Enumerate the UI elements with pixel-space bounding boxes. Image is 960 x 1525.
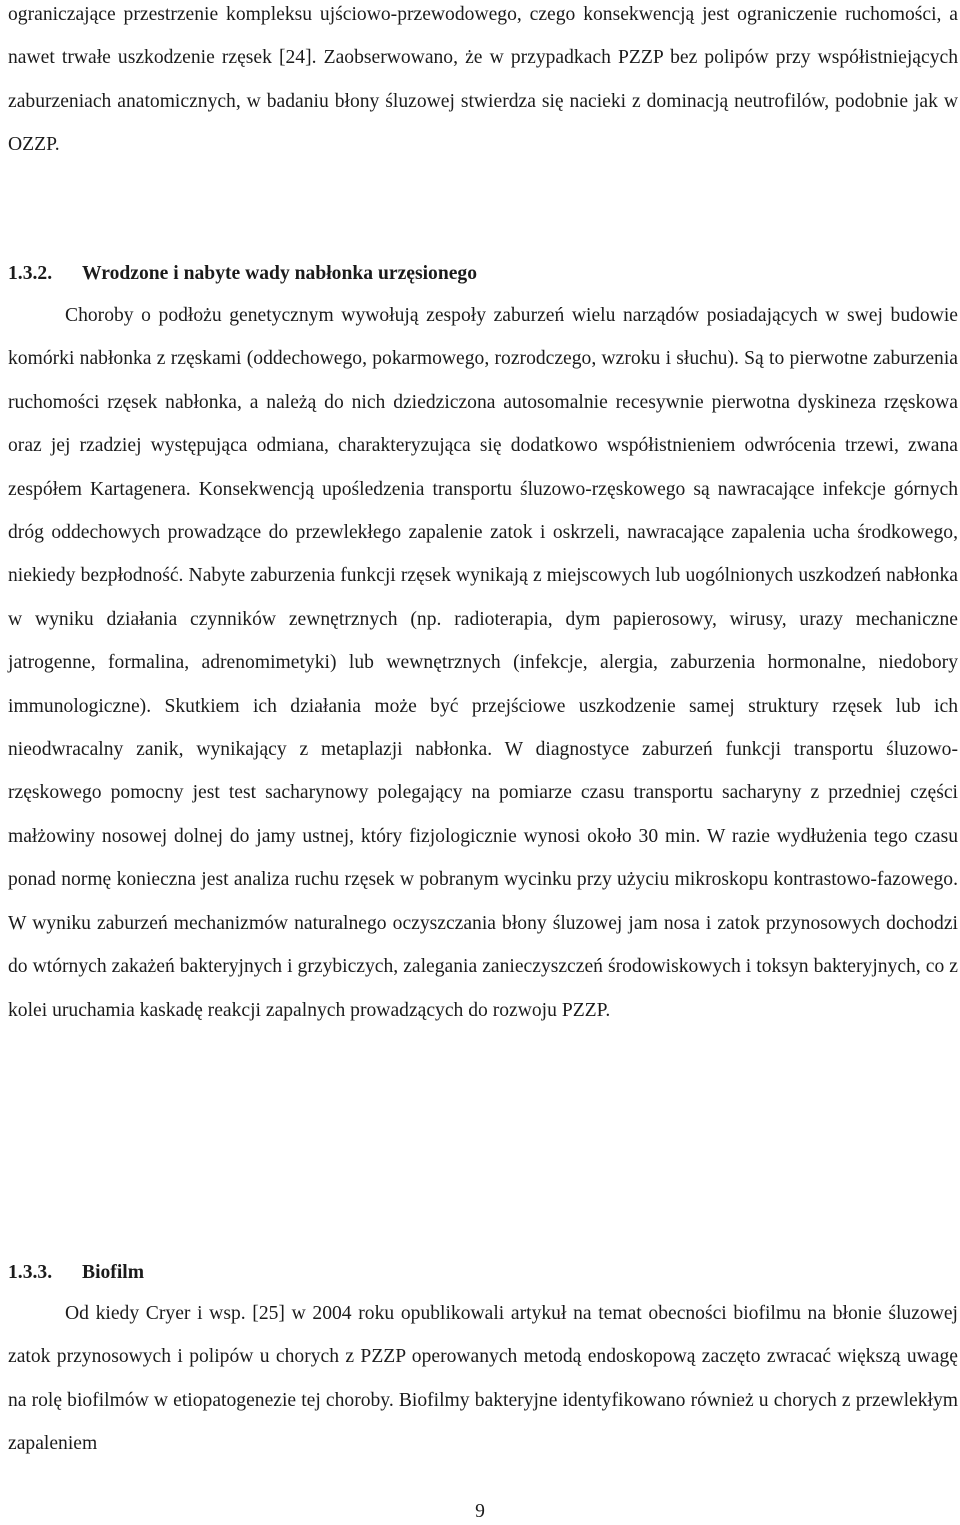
section-heading-1-3-2 — [8, 261, 477, 287]
section-number: 1.3.3. — [8, 1262, 53, 1283]
section-title: Biofilm — [82, 1262, 145, 1283]
paragraph-biofilm: Od kiedy Cryer i wsp. [25] w 2004 roku opublikowali artykuł na temat obecności biofilmu na błonie śluzowej zatok przynosowych i polipów u chorych z PZZP operowanych metodą endoskopową zaczęto zwracać większą uwagę na rolę biofilmów w etiopatogenezie tej choroby. Biofilmy bakteryjne identyfikowano również u chorych z przewlekłym zapaleniem — [8, 1303, 958, 1455]
section-number: 1.3.2. — [8, 263, 53, 284]
section-heading-1-3-3 — [8, 1260, 144, 1286]
page-number: 9 — [475, 1501, 485, 1522]
section-title: Wrodzone i nabyte wady nabłonka urzęsionego — [82, 263, 478, 284]
paragraph-continuation: ograniczające przestrzenie kompleksu ujściowo-przewodowego, czego konsekwencją jest ograniczenie ruchomości, a nawet trwałe uszkodzenie rzęsek [24]. Zaobserwowano, że w przypadkach PZZP bez polipów przy współistniejących zaburzeniach anatomicznych, w badaniu błony śluzowej stwierdza się nacieki z dominacją neutrofilów, podobnie jak w OZZP. — [8, 4, 958, 156]
paragraph-ciliary-defects: Choroby o podłożu genetycznym wywołują zespoły zaburzeń wielu narządów posiadających w swej budowie komórki nabłonka z rzęskami (oddechowego, pokarmowego, rozrodczego, wzroku i słuchu). Są to pierwotne zaburzenia ruchomości rzęsek nabłonka, a należą do nich dziedziczona autosomalnie recesywnie pierwotna dyskineza rzęskowa oraz jej rzadziej występująca odmiana, charakteryzująca się dodatkowo współistnieniem odwrócenia trzewi, zwana zespółem Kartagenera. Konsekwencją upośledzenia transportu śluzowo-rzęskowego są nawracające infekcje górnych dróg oddechowych prowadzące do przewlekłego zapalenie zatok i oskrzeli, nawracające zapalenia ucha środkowego, niekiedy bezpłodność. Nabyte zaburzenia funkcji rzęsek wynikają z miejscowych lub uogólnionych uszkodzeń nabłonka w wyniku działania czynników zewnętrznych (np. radioterapia, dym papierosowy, wirusy, urazy mechaniczne jatrogenne, formalina, adrenomimetyki) lub wewnętrznych (infekcje, alergia, zaburzenia hormonalne, niedobory immunologiczne). Skutkiem ich działania może być przejściowe uszkodzenie samej struktury rzęsek lub ich nieodwracalny zanik, wynikający z metaplazji nabłonka. W diagnostyce zaburzeń funkcji transportu śluzowo-rzęskowego pomocny jest test sacharynowy polegający na pomiarze czasu transportu sacharyny z przedniej części małżowiny nosowej dolnej do jamy ustnej, który fizjologicznie wynosi około 30 min. W razie wydłużenia tego czasu ponad normę konieczna jest analiza ruchu rzęsek w pobranym wycinku przy użyciu mikroskopu kontrastowo-fazowego. W wyniku zaburzeń mechanizmów naturalnego oczyszczania błony śluzowej jam nosa i zatok przynosowych dochodzi do wtórnych zakażeń bakteryjnych i grzybiczych, zalegania zanieczyszczeń środowiskowych i toksyn bakteryjnych, co z kolei uruchamia kaskadę reakcji zapalnych prowadzących do rozwoju PZZP. — [8, 305, 958, 1021]
